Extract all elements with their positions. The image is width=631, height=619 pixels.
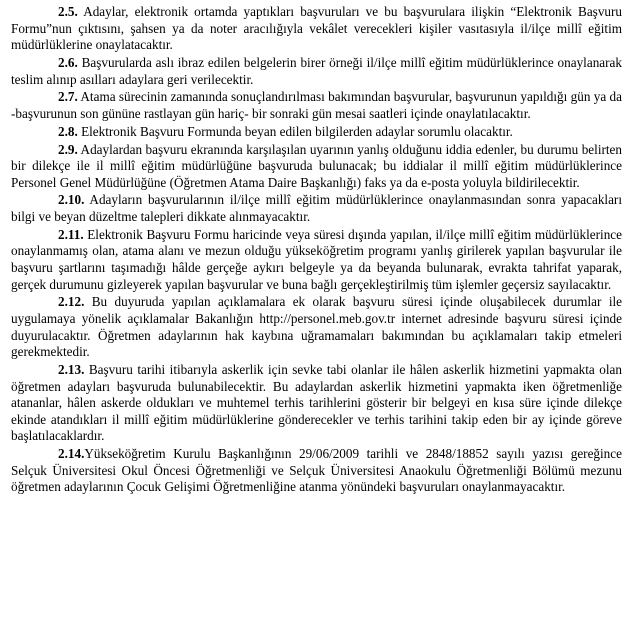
paragraph-number: 2.13. (58, 361, 85, 377)
paragraph-number: 2.6. (58, 54, 78, 70)
paragraph-2-14 (11, 446, 622, 496)
paragraph-text: Başvuru tarihi itibarıyla askerlik için sevke tabi olanlar ile hâlen askerlik hizmetini yapmakta olan öğretmen adayları başvuruda bulunabilecektir. Bu adaylardan askerlik hizmetini yapmakta iken öğretmenliğe atananlar, hâlen askerde oldukları ve muhtemel terhis tarihlerini gösterir bir belgeyi en kısa süre içinde dilekçe ekinde atandıkları il millî eğitim müdürlüklerine gönderecekler ve terhis tarihini takip eden bir ay içinde göreve başlatılacaklardır. (11, 361, 622, 444)
paragraph-text: Bu duyuruda yapılan açıklamalara ek olarak başvuru süresi içinde oluşabilecek durumlar ile uygulamaya yönelik açıklamalar Bakanlığın http://personel.meb.gov.tr internet adresinde başvuru süresi içinde duyurulacaktır. Öğretmen adaylarının hak kaybına uğramamaları bakımından bu açıklamaları takip etmeleri gerekmektedir. (11, 294, 622, 360)
paragraph-number: 2.7. (58, 89, 78, 105)
paragraph-text: Elektronik Başvuru Formu haricinde veya süresi dışında yapılan, il/ilçe millî eğitim müdürlüklerince onaylanmamış olan, atama alanı ve mezun olduğu yükseköğretim programı yanlış girilerek yapılan başvurular ile başvuru şartlarını taşımadığı hâlde gerçeğe aykırı belgeyle ya da beyanda bulunarak, evrakta tahrifat yaparak, gerçek durumunu gizleyerek yapılan başvurular ve buna bağlı gerçekleştirilmiş tüm işlemler geçersiz sayılacaktır. (11, 226, 622, 292)
paragraph-2-12 (11, 294, 622, 360)
paragraph-number: 2.8. (58, 123, 78, 139)
paragraph-2-11 (11, 227, 622, 293)
paragraph-2-13 (11, 362, 622, 445)
paragraph-text: Adayların başvurularının il/ilçe millî eğitim müdürlüklerince onaylanmasından sonra yapacakları bilgi ve beyan düzeltme talepleri dikkate alınmayacaktır. (11, 192, 622, 225)
paragraph-2-6 (11, 55, 622, 88)
paragraph-2-5 (11, 4, 622, 54)
paragraph-number: 2.12. (58, 294, 85, 310)
paragraph-number: 2.11. (58, 226, 84, 242)
paragraph-text: Elektronik Başvuru Formunda beyan edilen bilgilerden adaylar sorumlu olacaktır. (77, 123, 513, 139)
paragraph-text: Atama sürecinin zamanında sonuçlandırılması bakımından başvurular, başvurunun yapıldığı gün ya da -başvurunun son gününe rastlayan gün hariç- bir sonraki gün mesai saatleri içinde onaylatılacaktır. (11, 89, 622, 121)
paragraph-2-9 (11, 142, 622, 192)
paragraph-text: Adaylar, elektronik ortamda yaptıkları başvuruları ve bu başvurulara ilişkin “Elektronik Başvuru Formu”nun çıktısını, şahsen ya da noter aracılığıyla vekâlet verecekleri kişiler vasıtasıyla il/ilçe millî eğitim müdürlüklerine onaylatacaktır. (11, 4, 622, 53)
paragraph-text: Adaylardan başvuru ekranında karşılaşılan uyarının yanlış olduğunu iddia edenler, bu durumu belirten bir dilekçe ile il millî eğitim müdürlüğüne başvuruda bulunacak; bu iddialar il millî eğitim müdürlüklerince Personel Genel Müdürlüğüne (Öğretmen Atama Daire Başkanlığı) faks ya da e-posta yoluyla bildirilecektir. (11, 141, 622, 190)
paragraph-number: 2.9. (58, 141, 78, 157)
paragraph-2-10 (11, 192, 622, 225)
paragraph-text: Yükseköğretim Kurulu Başkanlığının 29/06/2009 tarihli ve 2848/18852 sayılı yazısı gereğince Selçuk Üniversitesi Okul Öncesi Öğretmenliği ve Selçuk Üniversitesi Anaokulu Öğretmenliği Bölümü mezunu öğretmen adaylarının Çocuk Gelişimi Öğretmenliğine atanma yönündeki başvuruları onaylanmayacaktır. (11, 446, 622, 495)
paragraph-number: 2.14. (58, 446, 85, 462)
paragraph-number: 2.10. (58, 192, 85, 208)
paragraph-2-8 (11, 124, 622, 141)
paragraph-text: Başvurularda aslı ibraz edilen belgelerin birer örneği il/ilçe millî eğitim müdürlüklerince onaylanarak teslim alınıp asılları adaylara geri verilecektir. (11, 54, 622, 87)
paragraph-2-7 (11, 89, 622, 122)
paragraph-number: 2.5. (58, 4, 78, 19)
